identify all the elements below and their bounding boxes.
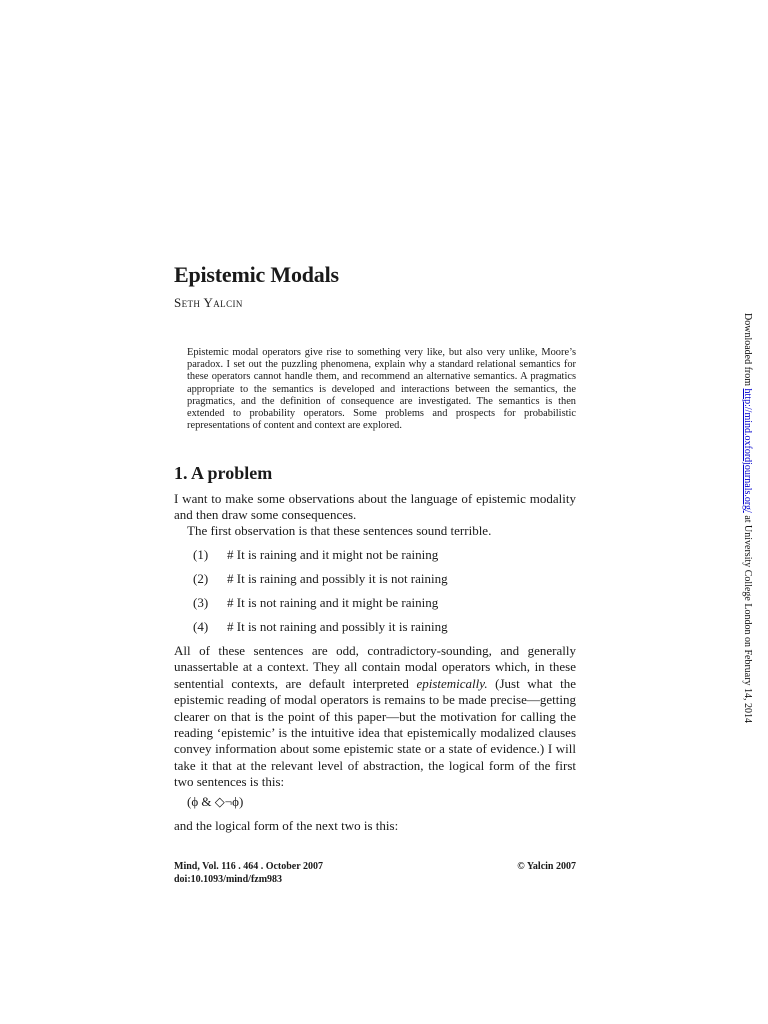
paragraph-discussion xyxy=(174,643,576,791)
example-number: (3) xyxy=(193,595,209,610)
example-text: # It is raining and possibly it is not raining xyxy=(227,571,448,586)
copyright: © Yalcin 2007 xyxy=(517,861,576,872)
article-title: Epistemic Modals xyxy=(174,262,339,287)
paragraph-intro: I want to make some observations about the language of epistemic modality and then draw some consequences. xyxy=(174,491,576,523)
example-sentence xyxy=(193,571,448,587)
example-number: (4) xyxy=(193,619,209,634)
paragraph-continuation: and the logical form of the next two is this: xyxy=(174,818,399,833)
journal-info xyxy=(174,861,323,886)
discussion-text-start: All of these sentences are odd, contradictory-sounding, and generally unassertable at a context. They all contain modal operators which, in these sentential contexts, are default interpreted xyxy=(174,643,576,691)
example-sentence xyxy=(193,619,448,635)
example-text: # It is not raining and it might be raining xyxy=(227,595,439,610)
abstract: Epistemic modal operators give rise to something very like, but also very unlike, Moore’s paradox. I set out the puzzling phenomena, explain why a standard relational semantics for these operators cannot handle them, and recommend an alternative semantics. A pragmatics appropriate to the semantics is developed and interactions between the semantics, the pragmatics, and the definition of consequence are investigated. The semantics is then extended to probability operators. Some problems and prospects for probabilistic representations of content and context are explored. xyxy=(187,347,576,432)
example-text: # It is not raining and possibly it is raining xyxy=(227,619,448,634)
download-suffix: at University College London on February 14, 2014 xyxy=(742,512,753,724)
journal-link[interactable]: http://mind.oxfordjournals.org/ xyxy=(742,388,753,513)
download-prefix: Downloaded from xyxy=(742,313,753,389)
example-sentence xyxy=(193,595,438,611)
logical-form-formula: (ϕ & ◇¬ϕ) xyxy=(187,794,244,809)
emphasis-epistemically: epistemically. xyxy=(416,675,488,691)
doi: doi:10.1093/mind/fzm983 xyxy=(174,873,283,885)
author-name: Seth Yalcin xyxy=(174,295,243,310)
example-number: (2) xyxy=(193,571,209,586)
download-notice xyxy=(742,313,753,723)
example-text: # It is raining and it might not be raining xyxy=(227,547,439,562)
paragraph-observation: The first observation is that these sentences sound terrible. xyxy=(187,523,492,538)
example-number: (1) xyxy=(193,547,209,562)
journal-line: Mind, Vol. 116 . 464 . October 2007 xyxy=(174,861,323,872)
section-heading: 1. A problem xyxy=(174,463,273,483)
example-sentence xyxy=(193,547,438,563)
discussion-text-end: (Just what the epistemic reading of modal operators is remains to be made precise—getting clearer on that is the point of this paper—but the motivation for calling the reading ‘epistemic’ is the intuitive idea that epistemically modalized clauses convey information about some epistemic state or a state of evidence.) I will take it that at the relevant level of abstraction, the logical form of the first two sentences is this: xyxy=(174,675,576,790)
